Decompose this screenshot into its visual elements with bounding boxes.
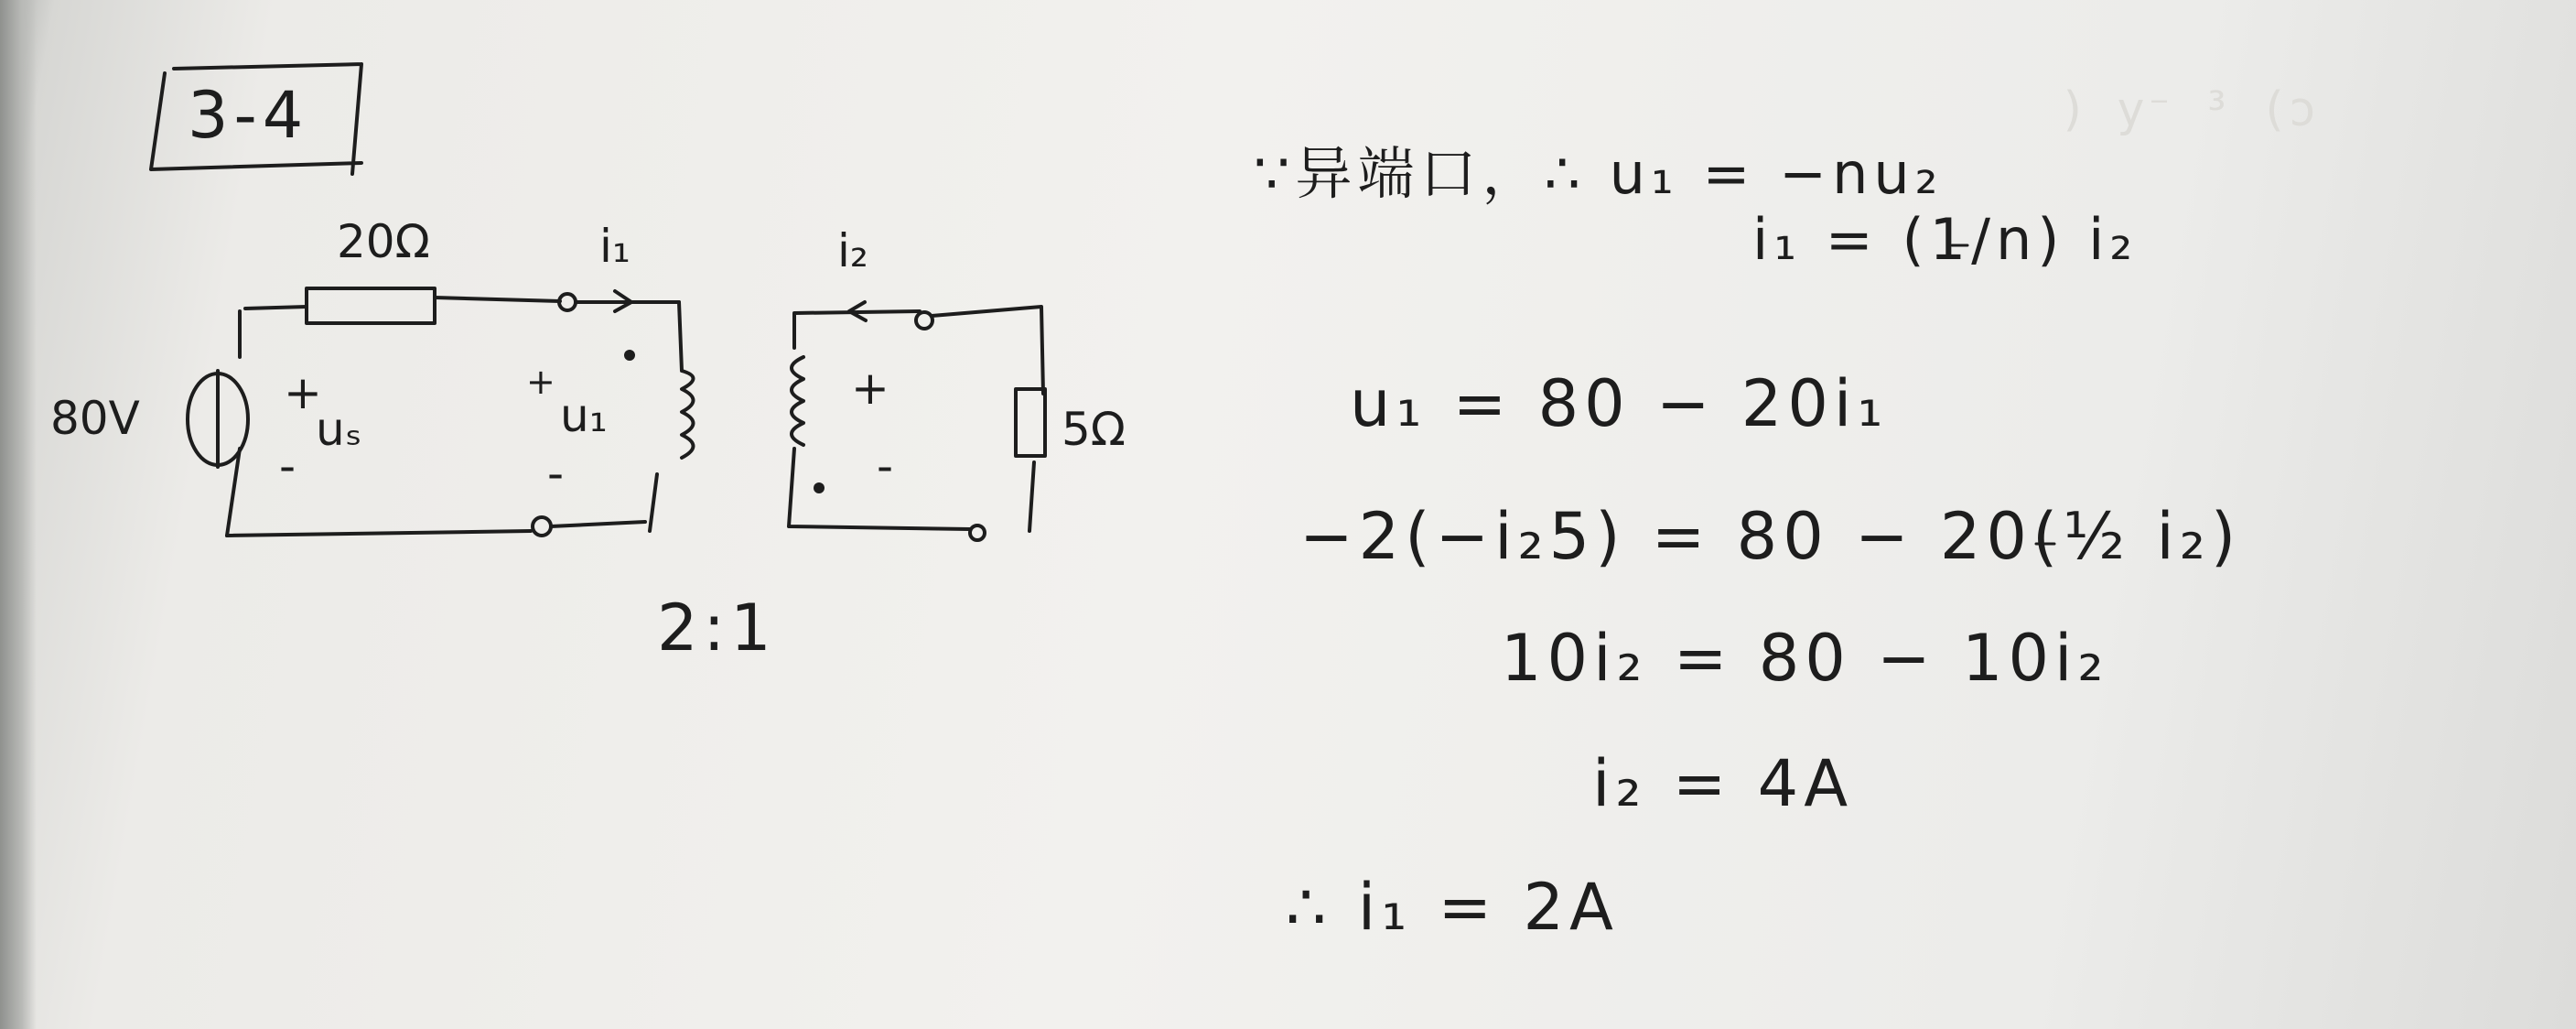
- resistor-5-ohm: [1016, 389, 1045, 456]
- label-secondary-minus: -: [877, 439, 894, 493]
- solution-line-3: u₁ = 80 − 20i₁: [1350, 366, 1889, 441]
- label-resistor-20: 20Ω: [337, 215, 430, 268]
- primary-top-wire-left: [245, 307, 307, 309]
- solution-line-7: ∴ i₁ = 2A: [1286, 870, 1619, 945]
- label-source-voltage: 80V: [50, 392, 140, 445]
- primary-right-wire-bottom: [650, 474, 657, 531]
- terminal-top-right: [916, 312, 932, 329]
- resistor-20-ohm: [307, 288, 435, 323]
- label-turns-ratio: 2:1: [657, 590, 777, 666]
- primary-top-wire-right: [435, 298, 560, 301]
- primary-left-wire: [227, 311, 240, 536]
- primary-current-arrow: [577, 291, 679, 311]
- terminal-bottom-left: [533, 517, 551, 536]
- label-current-i1: i₁: [599, 220, 631, 273]
- secondary-coil: [792, 357, 803, 445]
- primary-coil: [679, 302, 694, 458]
- label-source-plus: +: [284, 366, 322, 419]
- label-primary-minus: -: [547, 447, 565, 500]
- label-primary-u1: u₁: [560, 389, 608, 442]
- label-source-minus: -: [279, 439, 296, 493]
- label-primary-plus: +: [526, 362, 555, 402]
- secondary-dot: [814, 482, 825, 493]
- primary-dot: [624, 350, 635, 361]
- secondary-right-wire: [1029, 462, 1034, 531]
- terminal-bottom-right: [970, 525, 985, 540]
- solution-line-2: i₁ = (1/n) i₂: [1752, 206, 2139, 273]
- secondary-top-wire: [932, 307, 1043, 394]
- label-source-us: uₛ: [316, 403, 362, 456]
- problem-number: 3-4: [188, 78, 309, 153]
- solution-line-6: i₂ = 4A: [1592, 746, 1854, 821]
- primary-bottom-wire-right: [551, 522, 645, 526]
- solution-line-1: ∵异端口，∴ u₁ = −nu₂: [1254, 140, 1944, 207]
- solution-line-5: 10i₂ = 80 − 10i₂: [1501, 621, 2109, 696]
- primary-bottom-wire: [227, 531, 531, 536]
- show-through-text: ) y⁻ ³ (ɔ: [2059, 82, 2317, 137]
- label-secondary-plus: +: [851, 362, 889, 415]
- label-load-resistor: 5Ω: [1062, 403, 1126, 456]
- label-current-i2: i₂: [837, 224, 868, 277]
- solution-line-4: −2(−i₂5) = 80 − 20(½ i₂): [1299, 499, 2242, 574]
